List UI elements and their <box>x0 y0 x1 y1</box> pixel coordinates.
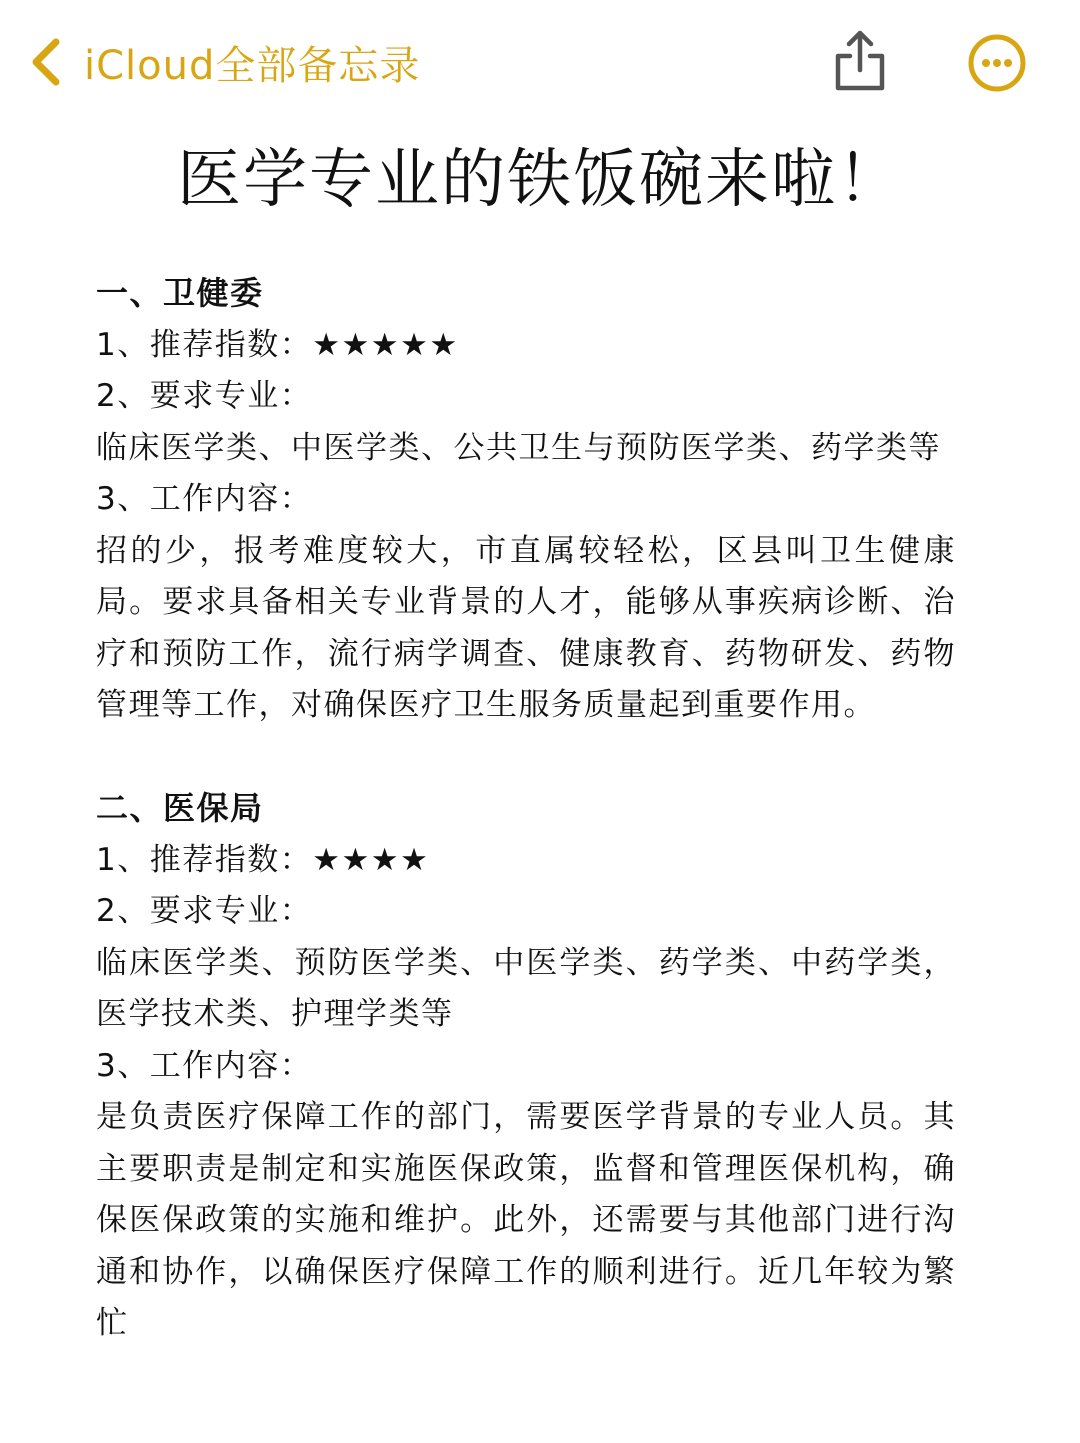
majors-label: 2、要求专业： <box>96 893 313 929</box>
section-spacer <box>96 732 976 784</box>
majors-label: 2、要求专业： <box>96 378 313 414</box>
rating-line: 1、推荐指数：★★★★★ <box>96 326 459 363</box>
content-label: 3、工作内容： <box>96 1047 313 1084</box>
chevron-left-icon <box>28 36 64 88</box>
back-button[interactable] <box>28 34 420 90</box>
section-heading: 二、医保局 <box>96 789 264 827</box>
note-title: 医学专业的铁饭碗来啦！ <box>177 143 903 217</box>
share-button[interactable] <box>830 28 890 94</box>
section-ybj <box>96 783 976 1350</box>
content-text: 是负责医疗保障工作的部门，需要医学背景的专业人员。其主要职责是制定和实施医保政策，监督和管理医保机构，确保医保政策的实施和维护。此外，还需要与其他部门进行沟通和协作，以确保医疗保障工作的顺利进行。近几年较为繁忙 <box>96 1099 956 1341</box>
majors-text: 临床医学类、中医学类、公共卫生与预防医学类、药学类等 <box>96 429 941 466</box>
content-label: 3、工作内容： <box>96 481 313 517</box>
note-body[interactable] <box>96 268 976 1350</box>
majors-text: 临床医学类、预防医学类、中医学类、药学类、中药学类，医学技术类、护理学类等 <box>96 944 956 1032</box>
more-icon <box>966 32 1028 94</box>
section-heading: 一、卫健委 <box>96 274 264 312</box>
back-label: iCloud全部备忘录 <box>84 42 421 89</box>
nav-bar <box>0 0 1080 120</box>
more-button[interactable] <box>966 32 1028 94</box>
content-text: 招的少，报考难度较大，市直属较轻松，区县叫卫生健康局。要求具备相关专业背景的人才，能够从事疾病诊断、治疗和预防工作，流行病学调查、健康教育、药物研发、药物管理等工作，对确保医疗卫生服务质量起到重要作用。 <box>96 532 956 723</box>
section-wjw <box>96 268 976 732</box>
rating-line: 1、推荐指数：★★★★ <box>96 841 430 878</box>
share-icon <box>830 28 890 94</box>
